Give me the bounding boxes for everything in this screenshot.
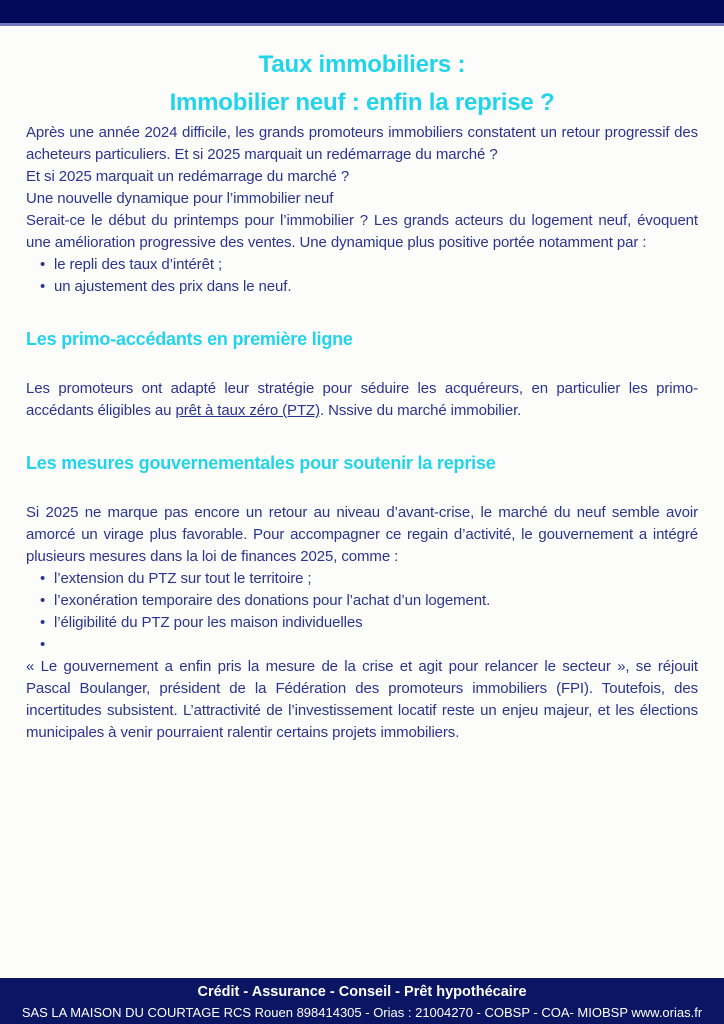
top-accent-bar — [0, 0, 724, 26]
dynamique-paragraph: Serait-ce le début du printemps pour l’immobilier ? Les grands acteurs du logement neuf, évoquent une amélioration progressive des ventes. Une dynamique plus positive portée notamment par : — [26, 212, 698, 251]
mesures-bullet-list — [26, 568, 698, 656]
page-title-line2: Immobilier neuf : enfin la reprise ? — [169, 89, 555, 116]
primo-accedants-text-before: Les promoteurs ont adapté leur stratégie pour séduire les acquéreurs, en particulier les primo-accédants éligibles au — [26, 380, 698, 419]
list-item: • l’exonération temporaire des donations pour l’achat d’un logement. — [26, 590, 698, 612]
footer-services-line: Crédit - Assurance - Conseil - Prêt hypothécaire — [197, 984, 527, 1000]
list-item: • un ajustement des prix dans le neuf. — [26, 276, 698, 298]
list-item: • l’éligibilité du PTZ pour les maison individuelles — [26, 612, 698, 634]
mesures-section — [26, 452, 698, 744]
article-body — [0, 122, 724, 744]
quote-paragraph: « Le gouvernement a enfin pris la mesure de la crise et agit pour relancer le secteur », se réjouit Pascal Boulanger, président de la Fédération des promoteurs immobiliers (FPI). Toutefois, des incertitudes subsistent. L’attractivité de l’investissement locatif reste un enjeu majeur, et les élections municipales à venir pourraient ralentir certains projets immobiliers. — [26, 658, 698, 741]
page-title-line1: Taux immobiliers : — [258, 51, 466, 78]
mesures-heading: Les mesures gouvernementales pour soutenir la reprise — [26, 453, 496, 473]
ptz-link[interactable]: prêt à taux zéro (PTZ) — [175, 402, 320, 419]
list-item — [26, 634, 698, 656]
primo-accedants-paragraph — [26, 378, 698, 422]
dynamique-bullet-list — [26, 254, 698, 298]
list-item: • l’extension du PTZ sur tout le territoire ; — [26, 568, 698, 590]
mesures-paragraph: Si 2025 ne marque pas encore un retour au niveau d’avant-crise, le marché du neuf semble avoir amorcé un virage plus favorable. Pour accompagner ce regain d’activité, le gouvernement a intégré plusieurs mesures dans la loi de finances 2025, comme : — [26, 504, 698, 565]
primo-accedants-heading: Les primo-accédants en première ligne — [26, 329, 353, 349]
intro-paragraph: Après une année 2024 difficile, les grands promoteurs immobiliers constatent un retour progressif des acheteurs particuliers. Et si 2025 marquait un redémarrage du marché ? — [26, 124, 698, 163]
primo-accedants-section — [26, 328, 698, 422]
intro-question-paragraph: Et si 2025 marquait un redémarrage du marché ? — [26, 168, 350, 185]
primo-accedants-text-after: . Nssive du marché immobilier. — [319, 402, 522, 419]
list-item: • le repli des taux d’intérêt ; — [26, 254, 698, 276]
footer-legal-line: SAS LA MAISON DU COURTAGE RCS Rouen 898414305 - Orias : 21004270 - COBSP - COA- MIOBSP www.orias.fr — [21, 1005, 703, 1020]
page-title — [26, 46, 698, 122]
page-footer — [0, 978, 724, 1024]
dynamique-section — [26, 188, 698, 298]
dynamique-subtitle: Une nouvelle dynamique pour l’immobilier neuf — [26, 190, 334, 207]
